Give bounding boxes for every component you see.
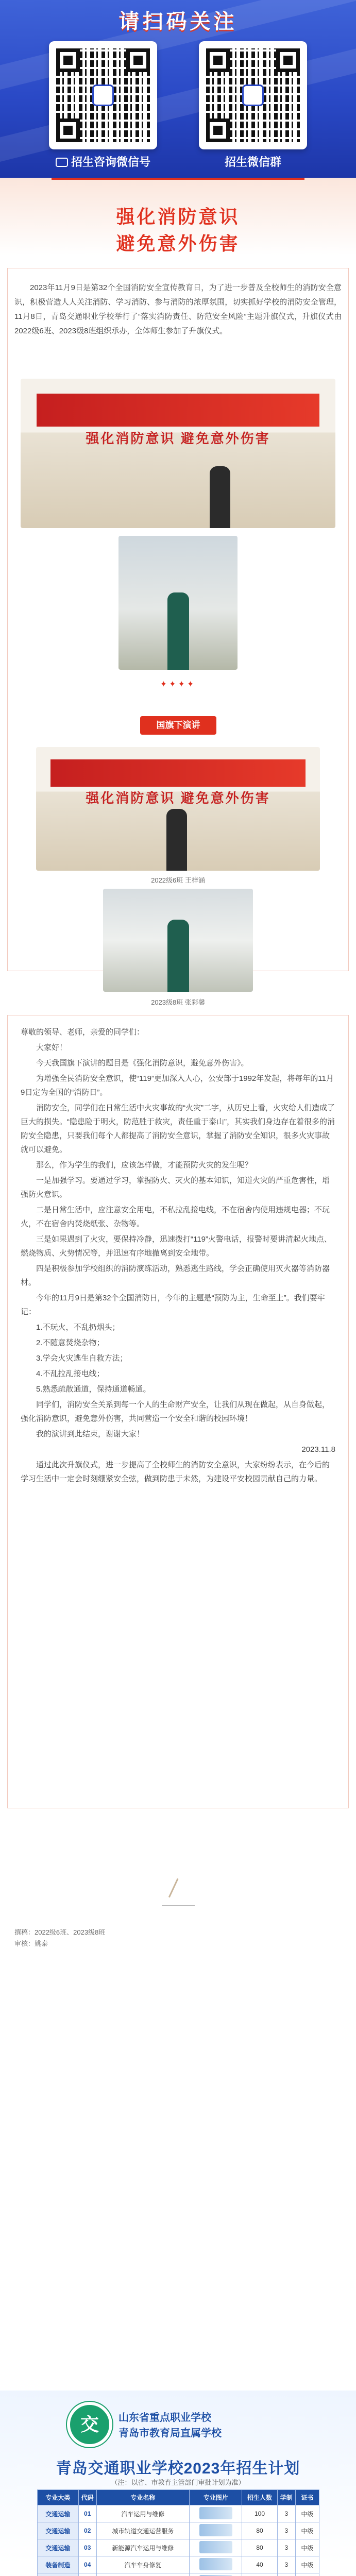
major-image (199, 2541, 232, 2553)
section-tag-speech: 国旗下演讲 (140, 716, 216, 735)
table-cell (190, 2539, 242, 2556)
follow-banner (0, 0, 356, 178)
major-image (199, 2507, 232, 2519)
photo-banner-text: 强化消防意识 避免意外伤害 (86, 430, 270, 446)
qr-code-icon (56, 48, 150, 142)
school-name-2: 青岛市教育局直属学校 (118, 2428, 222, 2439)
table-cell: 交通运输 (38, 2505, 79, 2522)
banner-title: 请扫码关注 (118, 10, 238, 33)
headline-divider (52, 178, 304, 180)
table-row (38, 2573, 319, 2576)
table-cell: 04 (78, 2556, 96, 2573)
table-cell: 中级 (295, 2505, 319, 2522)
table-cell: 交通运输 (38, 2522, 79, 2539)
table-cell (277, 2573, 295, 2576)
table-cell: 40 (242, 2556, 278, 2573)
divider-ornament (162, 1875, 195, 1906)
intro-paragraph: 2023年11月9日是第32个全国消防安全宣传教育日，为了进一步普及全校师生的消防安全意识，积极营造人人关注消防、学习消防、参与消防的浓厚氛围，切实抓好学校的消防安全管理，11月8日，青岛交通职业学校举行了“落实消防责任、防范安全风险”主题升旗仪式，升旗仪式由2022级6班、2023级8班组织承办，全体师生参加了升旗仪式。 (14, 283, 342, 335)
speaker-figure (210, 466, 230, 528)
table-cell: 3 (277, 2505, 295, 2522)
table-cell: 02 (78, 2522, 96, 2539)
table-header: 证书 (295, 2490, 319, 2505)
table-header: 专业名称 (96, 2490, 189, 2505)
table-cell: 80 (242, 2539, 278, 2556)
table-cell: 01 (78, 2505, 96, 2522)
table-cell (38, 2573, 79, 2576)
decor-stars: ✦✦✦✦ (160, 680, 196, 689)
table-cell: 汽车车身修复 (96, 2556, 189, 2573)
article-meta: 撰稿：2022级6班、2023级8班 审核：姚泰 (14, 1928, 106, 1947)
qr-code-icon (206, 48, 300, 142)
table-cell (190, 2522, 242, 2539)
speaker-photo-outdoor[interactable] (118, 536, 238, 670)
qr-code-left[interactable] (49, 41, 157, 149)
table-cell: 80 (242, 2522, 278, 2539)
table-cell (295, 2573, 319, 2576)
qr-label-left: 招生咨询微信号 (49, 155, 157, 170)
table-cell: 3 (277, 2522, 295, 2539)
school-logo-icon: 交 (67, 2402, 112, 2447)
speech-text: 尊敬的领导、老师，亲爱的同学们： 大家好！ 今天我国旗下演讲的题目是《强化消防意识，避免意外伤害》。 为增强全民消防安全意识，使“119”更加深入人心，公安部于1992年发起，将每年的11月9日定为全国的“消防日”。 消防安全，同学们在日常生活中火灾事故的“火灾”二字，从历史上看，火灾给人们造成了巨大的损失。“隐患险于明火，防范胜于救灾，责任重于泰山”，其实我们身边存在着很多的消防安全隐患，只要我们每个人都提高了消防安全意识，掌握了消防安全知识，很多火灾事故就可以避免。 那么，作为学生的我们，应该怎样做，才能预防火灾的发生呢？ 一是加强学习。要通过学习，掌握防火、灭火的基本知识，知道火灾的严重危害性，增强防火意识。 二是日常生活中，应注意安全用电，不私拉乱接电线，不在宿舍内使用违规电器；不玩火，不在宿舍内焚烧纸张、杂物等。 三是如果遇到了火灾，要保持冷静，迅速拨打“119”火警电话，报警时要讲清起火地点、燃烧物质、火势情况等，并迅速有序地撤离到安全地带。 四是积极参加学校组织的消防演练活动，熟悉逃生路线，学会正确使用灭火器等消防器材。 今年的11月9日是第32个全国消防日，今年的主题是“预防为主，生命至上”。我们要牢记： 1.不玩火，不乱扔烟头； 2.不随意焚烧杂物； 3.学会火灾逃生自救方法； 4.不乱拉乱接电线； 5.熟悉疏散通道，保持通道畅通。 同学们，消防安全关系到每一个人的生命财产安全，让我们从现在做起，从自身做起，强化消防意识，避免意外伤害，共同营造一个安全和谐的校园环境！ 我的演讲到此结束，谢谢大家！ 2023.11.8 通过此次升旗仪式，进一步提高了全校师生的消防安全意识，大家纷纷表示，在今后的学习生活中一定会时刻绷紧安全弦，做到防患于未然，为建设平安校园贡献自己的力量。 (21, 1028, 335, 1483)
table-row (38, 2522, 319, 2539)
table-cell: 中级 (295, 2539, 319, 2556)
school-name-1: 山东省重点职业学校 (118, 2412, 211, 2424)
table-cell: 新能源汽车运用与维修 (96, 2539, 189, 2556)
wechat-icon (56, 158, 68, 167)
major-image (199, 2524, 232, 2536)
table-cell: 3 (277, 2539, 295, 2556)
table-header: 学制 (277, 2490, 295, 2505)
table-cell: 装备制造 (38, 2556, 79, 2573)
table-cell: 中级 (295, 2522, 319, 2539)
table-header-row (38, 2490, 319, 2505)
qr-label-right: 招生微信群 (224, 156, 281, 168)
table-cell (78, 2573, 96, 2576)
speaker-figure (167, 920, 189, 992)
table-cell: 城市轨道交通运营服务 (96, 2522, 189, 2539)
speaker-figure (167, 592, 189, 670)
enrollment-table (37, 2489, 319, 2576)
table-cell (242, 2573, 278, 2576)
recruitment-poster (0, 2391, 356, 2576)
table-header: 专业大类 (38, 2490, 79, 2505)
photo-banner-text: 强化消防意识 避免意外伤害 (86, 790, 270, 806)
table-cell: 中级 (295, 2556, 319, 2573)
photo-banner-strip (37, 394, 320, 427)
table-cell: 03 (78, 2539, 96, 2556)
table-header: 招生人数 (242, 2490, 278, 2505)
table-cell (190, 2573, 242, 2576)
table-row (38, 2539, 319, 2556)
table-header: 专业图片 (190, 2490, 242, 2505)
article-headline: 强化消防意识 避免意外伤害 (116, 206, 240, 254)
qr-code-right[interactable] (199, 41, 307, 149)
table-row (38, 2505, 319, 2522)
table-header: 代码 (78, 2490, 96, 2505)
table-cell: 交通运输 (38, 2539, 79, 2556)
ceremony-photo[interactable] (21, 379, 335, 528)
table-cell (96, 2573, 189, 2576)
table-cell (190, 2505, 242, 2522)
plan-title: 青岛交通职业学校2023年招生计划 (56, 2460, 300, 2477)
photo-banner-strip (50, 759, 306, 787)
photo-caption: 2022级6班 王梓涵 (151, 876, 205, 884)
major-image (199, 2558, 232, 2570)
speaker-figure (166, 809, 187, 871)
table-cell: 100 (242, 2505, 278, 2522)
table-cell: 3 (277, 2556, 295, 2573)
table-cell: 汽车运用与维修 (96, 2505, 189, 2522)
table-cell (190, 2556, 242, 2573)
speech-photo-2[interactable] (103, 889, 253, 992)
speech-photo-1[interactable] (36, 747, 320, 871)
photo-caption: 2023级8班 张彩馨 (151, 998, 205, 1006)
table-row (38, 2556, 319, 2573)
plan-subtitle: （注：以省、市教育主管部门审批计划为准） (111, 2479, 245, 2486)
